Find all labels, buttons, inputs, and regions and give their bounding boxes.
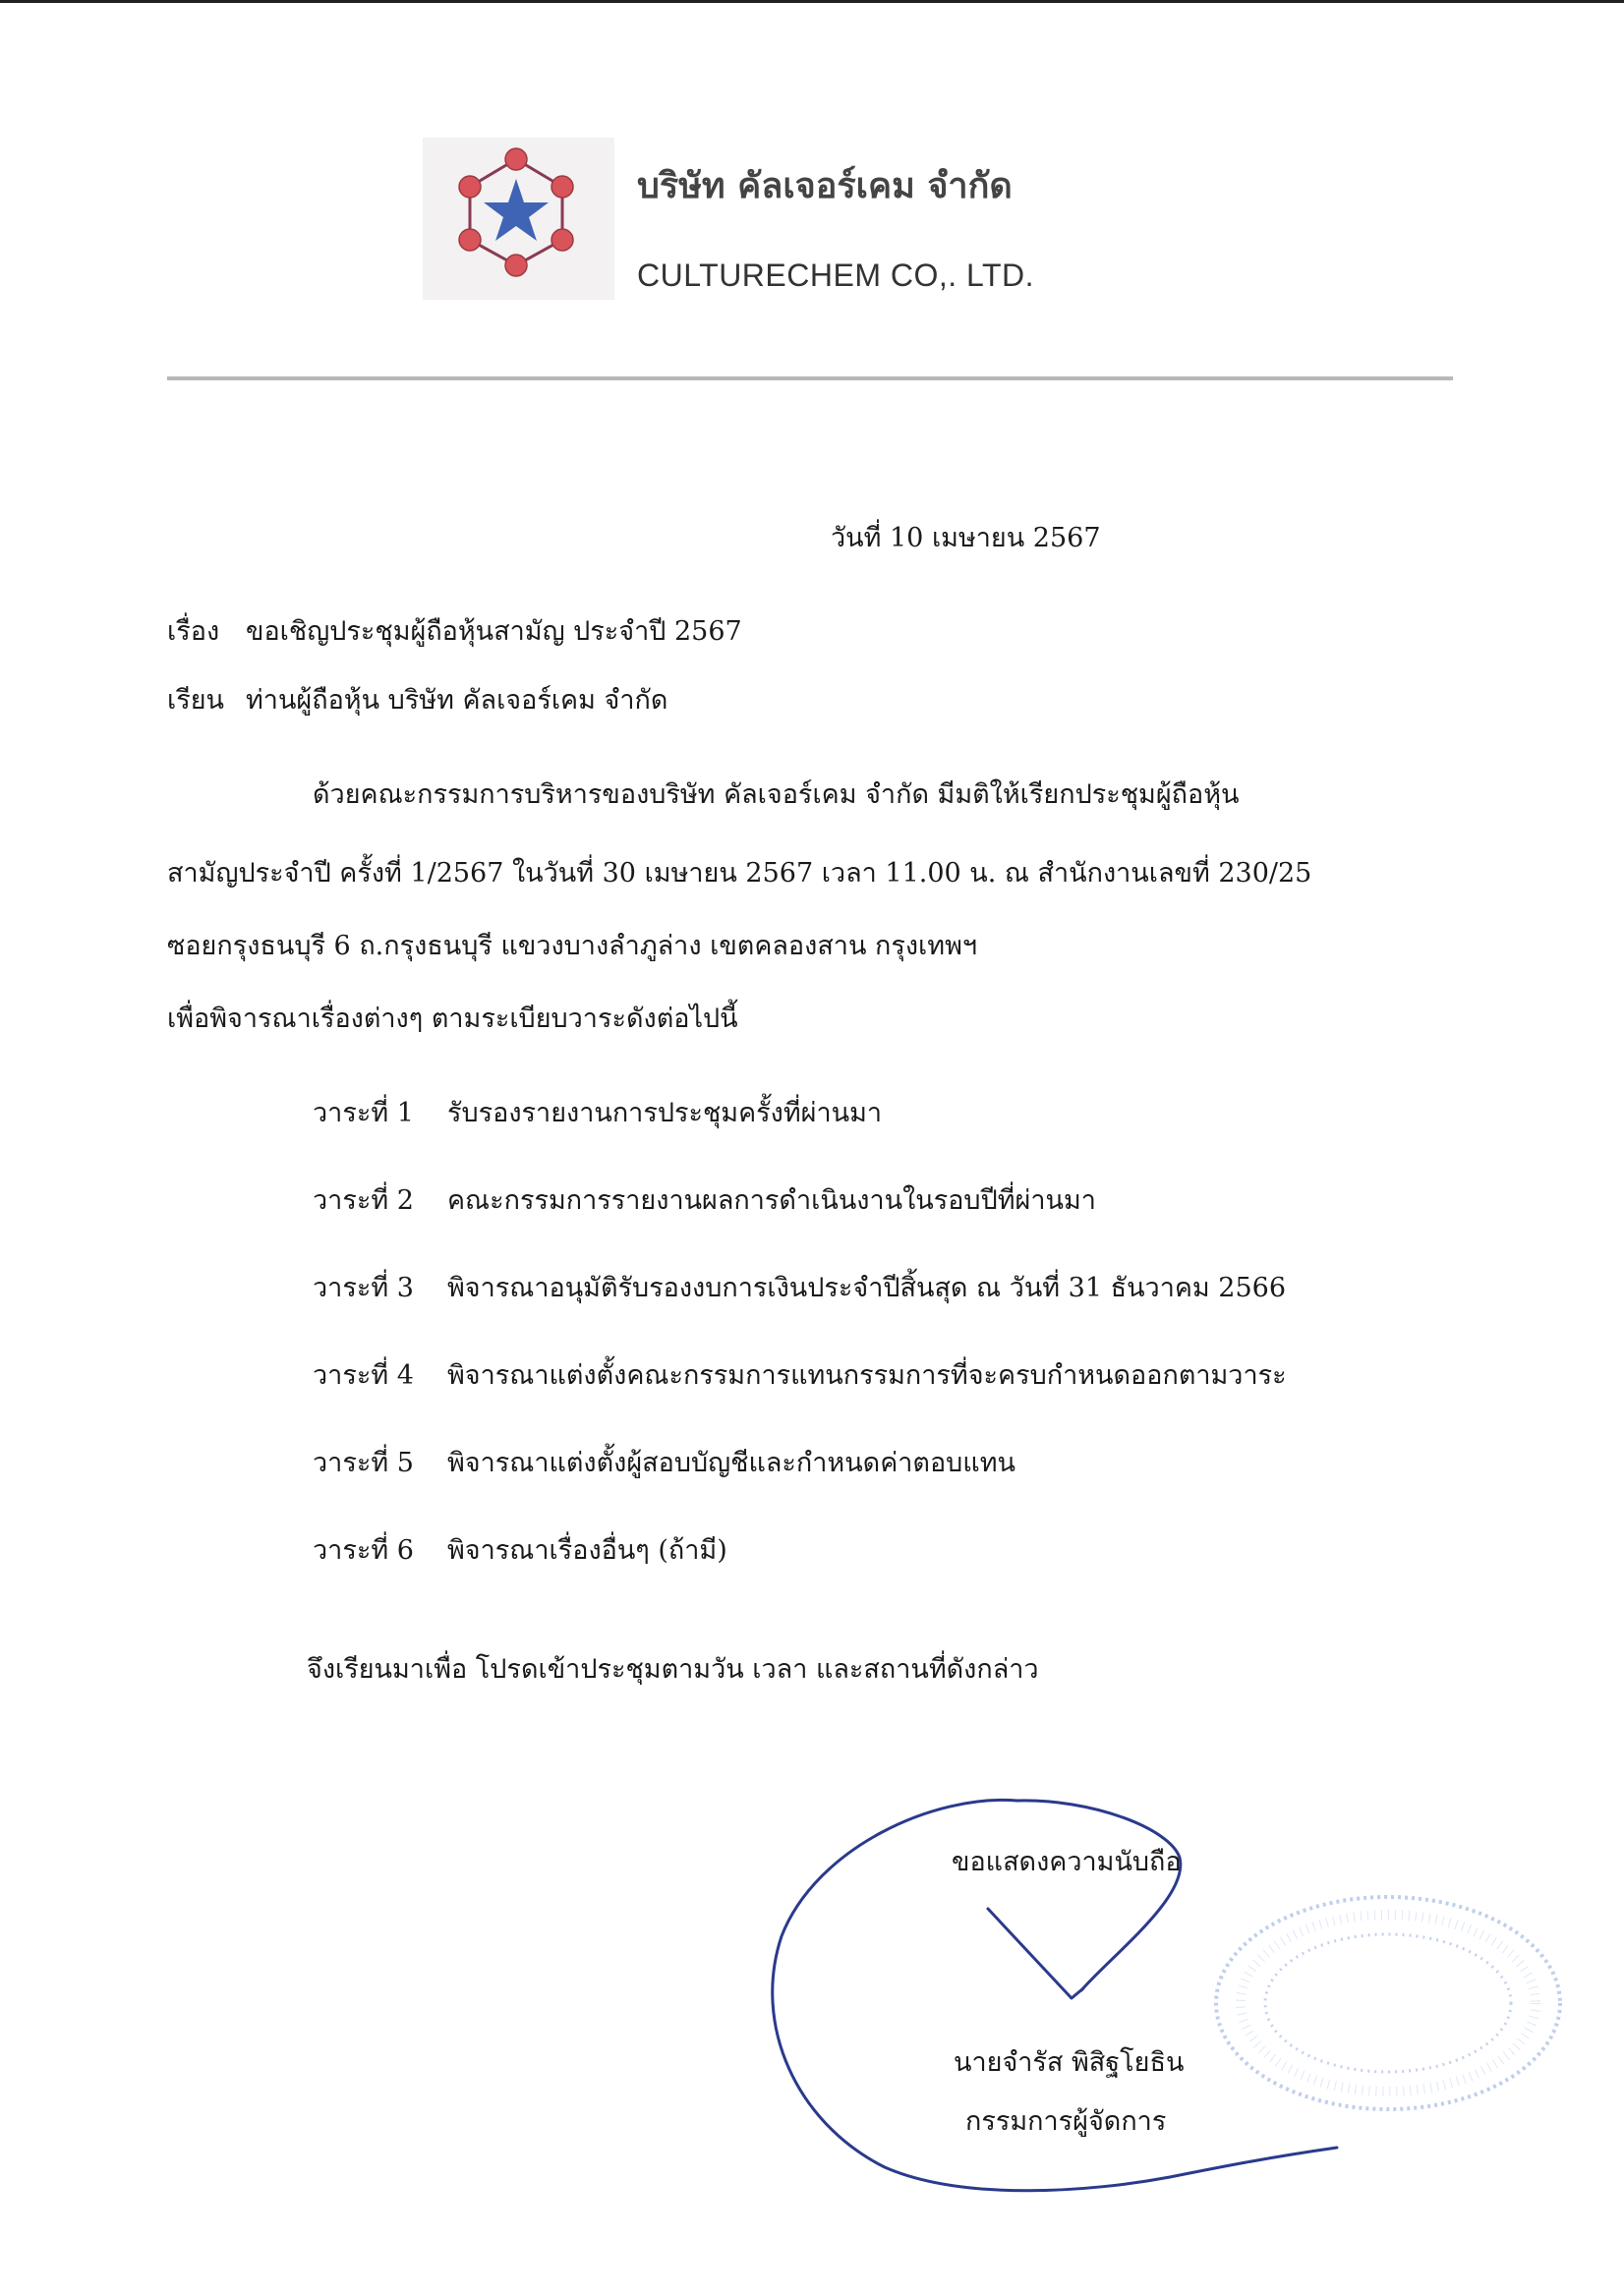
agenda-number: วาระที่ 5 [313,1448,414,1478]
agenda-item: พิจารณาแต่งตั้งผู้สอบบัญชีและกำหนดค่าตอบแทน [447,1448,1015,1478]
agenda-number: วาระที่ 3 [313,1273,414,1303]
salutation-label: เรียน [167,685,225,716]
agenda-item: พิจารณาเรื่องอื่นๆ (ถ้ามี) [447,1535,727,1566]
agenda-number: วาระที่ 2 [313,1185,414,1216]
signoff-regards: ขอแสดงความนับถือ [952,1847,1182,1877]
salutation-text: ท่านผู้ถือหุ้น บริษัท คัลเจอร์เคม จำกัด [246,685,668,716]
page-top-edge [0,0,1624,3]
closing-sentence: จึงเรียนมาเพื่อ โปรดเข้าประชุมตามวัน เวลา และสถานที่ดังกล่าว [307,1654,1039,1685]
subject-label: เรื่อง [167,616,220,647]
body-line: สามัญประจำปี ครั้งที่ 1/2567 ในวันที่ 30 เมษายน 2567 เวลา 11.00 น. ณ สำนักงานเลขที่ 230/25 [167,858,1312,889]
agenda-number: วาระที่ 4 [313,1360,414,1391]
company-name-english: CULTURECHEM CO,. LTD. [637,258,1034,293]
letterhead-divider [167,376,1453,380]
subject-text: ขอเชิญประชุมผู้ถือหุ้นสามัญ ประจำปี 2567 [246,616,742,647]
agenda-number: วาระที่ 6 [313,1535,414,1566]
body-line: ด้วยคณะกรรมการบริหารของบริษัท คัลเจอร์เคม จำกัด มีมติให้เรียกประชุมผู้ถือหุ้น [313,779,1240,810]
body-line: เพื่อพิจารณาเรื่องต่างๆ ตามระเบียบวาระดังต่อไปนี้ [167,1004,738,1034]
agenda-item: พิจารณาอนุมัติรับรองงบการเงินประจำปีสิ้นสุด ณ วันที่ 31 ธันวาคม 2566 [447,1273,1287,1303]
signatory-name: นายจำรัส พิสิฐโยธิน [954,2047,1185,2078]
agenda-item: รับรองรายงานการประชุมครั้งที่ผ่านมา [447,1098,883,1128]
letter-date: วันที่ 10 เมษายน 2567 [831,523,1101,553]
agenda-number: วาระที่ 1 [313,1098,414,1128]
body-line: ซอยกรุงธนบุรี 6 ถ.กรุงธนบุรี แขวงบางลำภูล่าง เขตคลองสาน กรุงเทพฯ [167,931,978,961]
agenda-item: คณะกรรมการรายงานผลการดำเนินงานในรอบปีที่ผ่านมา [447,1185,1096,1216]
company-logo [423,138,614,300]
signatory-title: กรรมการผู้จัดการ [965,2106,1167,2137]
agenda-item: พิจารณาแต่งตั้งคณะกรรมการแทนกรรมการที่จะครบกำหนดออกตามวาระ [447,1360,1287,1391]
company-name-thai: บริษัท คัลเจอร์เคม จำกัด [637,166,1013,206]
